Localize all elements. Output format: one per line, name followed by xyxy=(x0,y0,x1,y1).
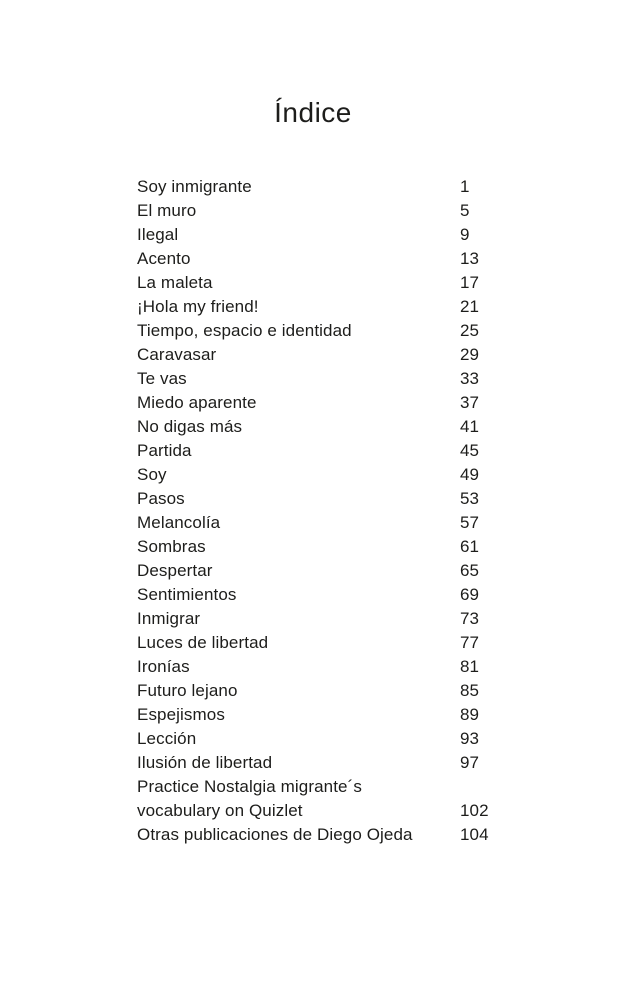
toc-row xyxy=(137,559,507,583)
toc-entry-label: ¡Hola my friend! xyxy=(137,297,259,316)
toc-entry-label: vocabulary on Quizlet xyxy=(137,801,303,820)
toc-row xyxy=(137,631,507,655)
toc-entry-label: Tiempo, espacio e identidad xyxy=(137,321,352,340)
toc-entry-page: 77 xyxy=(460,633,480,652)
toc-row xyxy=(137,703,507,727)
toc-entry-label: La maleta xyxy=(137,273,213,292)
toc-row xyxy=(137,295,507,319)
toc-entry-page: 25 xyxy=(460,321,480,340)
toc-list xyxy=(137,175,507,847)
toc-entry-label: Despertar xyxy=(137,561,213,580)
toc-row xyxy=(137,799,507,823)
page-title: Índice xyxy=(274,97,352,128)
toc-entry-label: Otras publicaciones de Diego Ojeda xyxy=(137,825,413,844)
toc-entry-label: Ilegal xyxy=(137,225,179,244)
toc-entry-page: 33 xyxy=(460,369,480,388)
toc-entry-label: Practice Nostalgia migrante´s xyxy=(137,777,362,796)
toc-row xyxy=(137,583,507,607)
toc-row xyxy=(137,223,507,247)
toc-row xyxy=(137,535,507,559)
toc-entry-page: 1 xyxy=(460,177,470,196)
toc-row xyxy=(137,175,507,199)
toc-entry-page: 29 xyxy=(460,345,480,364)
toc-row xyxy=(137,823,507,847)
toc-entry-page: 49 xyxy=(460,465,480,484)
toc-entry-page: 45 xyxy=(460,441,480,460)
toc-row xyxy=(137,487,507,511)
toc-entry-page: 17 xyxy=(460,273,480,292)
toc-row xyxy=(137,775,507,799)
toc-entry-label: Sombras xyxy=(137,537,206,556)
toc-entry-page: 85 xyxy=(460,681,480,700)
toc-row xyxy=(137,343,507,367)
toc-entry-page: 93 xyxy=(460,729,480,748)
toc-entry-label: Acento xyxy=(137,249,191,268)
toc-entry-page: 104 xyxy=(460,825,489,844)
toc-row xyxy=(137,367,507,391)
toc-entry-page: 65 xyxy=(460,561,480,580)
toc-entry-label: Sentimientos xyxy=(137,585,237,604)
toc-entry-label: Partida xyxy=(137,441,192,460)
toc-entry-label: Futuro lejano xyxy=(137,681,238,700)
toc-entry-page: 69 xyxy=(460,585,480,604)
toc-row xyxy=(137,679,507,703)
toc-entry-label: Ilusión de libertad xyxy=(137,753,273,772)
toc-entry-label: Te vas xyxy=(137,369,187,388)
toc-row xyxy=(137,247,507,271)
toc-row xyxy=(137,655,507,679)
toc-row xyxy=(137,607,507,631)
toc-row xyxy=(137,319,507,343)
toc-entry-page: 5 xyxy=(460,201,470,220)
toc-entry-page: 13 xyxy=(460,249,480,268)
toc-entry-label: Luces de libertad xyxy=(137,633,269,652)
toc-entry-page: 37 xyxy=(460,393,480,412)
toc-entry-page: 53 xyxy=(460,489,480,508)
toc-row xyxy=(137,391,507,415)
toc-row xyxy=(137,751,507,775)
toc-entry-label: Miedo aparente xyxy=(137,393,257,412)
toc-entry-page: 41 xyxy=(460,417,480,436)
toc-entry-label: Pasos xyxy=(137,489,185,508)
toc-entry-label: Espejismos xyxy=(137,705,225,724)
toc-entry-label: Caravasar xyxy=(137,345,217,364)
toc-entry-label: No digas más xyxy=(137,417,243,436)
toc-row xyxy=(137,439,507,463)
toc-entry-page: 102 xyxy=(460,801,489,820)
toc-row xyxy=(137,271,507,295)
toc-entry-page: 73 xyxy=(460,609,480,628)
toc-entry-page: 21 xyxy=(460,297,480,316)
toc-entry-page: 97 xyxy=(460,753,480,772)
toc-row xyxy=(137,463,507,487)
toc-entry-page: 89 xyxy=(460,705,480,724)
toc-entry-label: Soy xyxy=(137,465,167,484)
toc-entry-label: Inmigrar xyxy=(137,609,201,628)
toc-entry-label: Soy inmigrante xyxy=(137,177,252,196)
toc-row xyxy=(137,727,507,751)
toc-row xyxy=(137,511,507,535)
toc-entry-page xyxy=(460,775,507,799)
toc-entry-label: Ironías xyxy=(137,657,190,676)
toc-row xyxy=(137,415,507,439)
toc-entry-page: 9 xyxy=(460,225,470,244)
toc-row xyxy=(137,199,507,223)
toc-entry-page: 81 xyxy=(460,657,480,676)
toc-entry-page: 57 xyxy=(460,513,480,532)
toc-entry-label: Melancolía xyxy=(137,513,221,532)
toc-entry-label: Lección xyxy=(137,729,197,748)
toc-entry-page: 61 xyxy=(460,537,480,556)
toc-entry-label: El muro xyxy=(137,201,197,220)
